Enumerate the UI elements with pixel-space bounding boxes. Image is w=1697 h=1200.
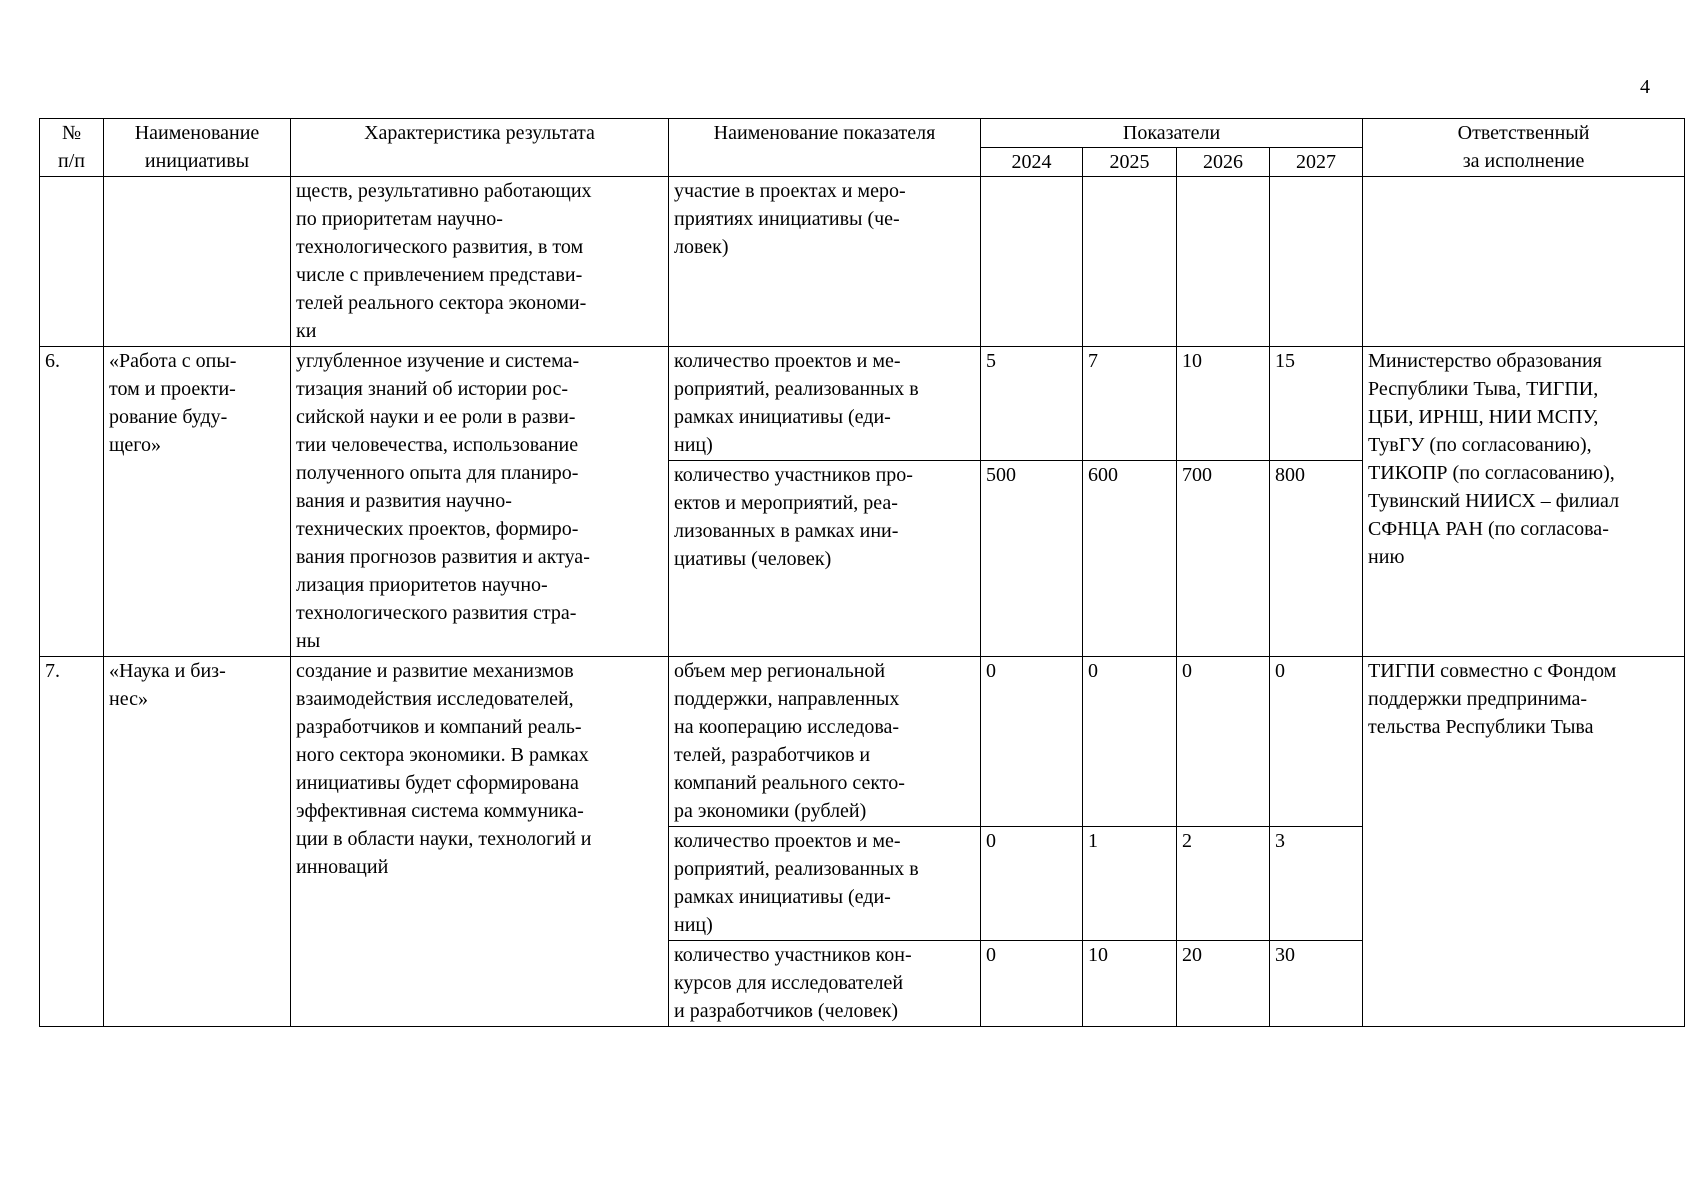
characteristic-cell: ществ, результативно работающих по приоритетам научно- технологического развития, в том числе с привлечением представи- телей реального сектора экономи- ки (291, 177, 669, 347)
value-cell (1177, 177, 1270, 347)
value-cell: 0 (981, 657, 1083, 827)
characteristic-cell: углубленное изучение и система- тизация знаний об истории рос- сийской науки и ее роли в разви- тии человечества, использование полученного опыта для планиро- вания и развития научно- технических проектов, формиро- вания прогнозов развития и актуа- лизация приоритетов научно- технологического развития стра- ны (291, 347, 669, 657)
responsible-cell: ТИГПИ совместно с Фондом поддержки предпринима- тельства Республики Тыва (1363, 657, 1685, 1027)
header-year: 2026 (1177, 148, 1270, 177)
initiatives-table (39, 118, 1685, 1027)
characteristic-cell: создание и развитие механизмов взаимодействия исследователей, разработчиков и компаний реаль- ного сектора экономики. В рамках инициативы будет сформирована эффективная система коммуника- ции в области науки, технологий и инноваций (291, 657, 669, 1027)
value-cell: 2 (1177, 827, 1270, 941)
indicator-cell: количество проектов и ме- роприятий, реализованных в рамках инициативы (еди- ниц) (669, 347, 981, 461)
header-indicator: Наименование показателя (669, 119, 981, 177)
value-cell (1083, 177, 1177, 347)
header-characteristic: Характеристика результата (291, 119, 669, 177)
table-row (40, 347, 1685, 461)
value-cell: 0 (1177, 657, 1270, 827)
value-cell: 10 (1083, 941, 1177, 1027)
value-cell: 1 (1083, 827, 1177, 941)
responsible-cell (1363, 177, 1685, 347)
indicator-cell: количество участников про- ектов и мероприятий, реа- лизованных в рамках ини- циативы (человек) (669, 461, 981, 657)
header-year: 2027 (1270, 148, 1363, 177)
value-cell: 0 (981, 941, 1083, 1027)
initiative-cell: «Работа с опы- том и проекти- рование буду- щего» (104, 347, 291, 657)
responsible-cell: Министерство образования Республики Тыва, ТИГПИ, ЦБИ, ИРНШ, НИИ МСПУ, ТувГУ (по согласованию), ТИКОПР (по согласованию), Тувинский НИИСХ – филиал СФНЦА РАН (по согласова- нию (1363, 347, 1685, 657)
page-number: 4 (1640, 76, 1650, 98)
value-cell: 3 (1270, 827, 1363, 941)
indicator-cell: количество проектов и ме- роприятий, реализованных в рамках инициативы (еди- ниц) (669, 827, 981, 941)
header-indicators-group: Показатели (981, 119, 1363, 148)
value-cell: 20 (1177, 941, 1270, 1027)
value-cell: 15 (1270, 347, 1363, 461)
indicator-cell: участие в проектах и меро- приятиях инициативы (че- ловек) (669, 177, 981, 347)
header-initiative: Наименование инициативы (104, 119, 291, 177)
indicator-cell: количество участников кон- курсов для исследователей и разработчиков (человек) (669, 941, 981, 1027)
value-cell: 0 (1270, 657, 1363, 827)
value-cell: 0 (1083, 657, 1177, 827)
header-responsible: Ответственный за исполнение (1363, 119, 1685, 177)
header-num: № п/п (40, 119, 104, 177)
value-cell: 600 (1083, 461, 1177, 657)
num-cell (40, 177, 104, 347)
num-cell: 7. (40, 657, 104, 1027)
value-cell: 0 (981, 827, 1083, 941)
table-row (40, 657, 1685, 827)
value-cell (981, 177, 1083, 347)
indicator-cell: объем мер региональной поддержки, направленных на кооперацию исследова- телей, разработчиков и компаний реального секто- ра экономики (рублей) (669, 657, 981, 827)
value-cell: 500 (981, 461, 1083, 657)
value-cell: 700 (1177, 461, 1270, 657)
value-cell: 10 (1177, 347, 1270, 461)
value-cell: 30 (1270, 941, 1363, 1027)
header-year: 2024 (981, 148, 1083, 177)
num-cell: 6. (40, 347, 104, 657)
value-cell: 5 (981, 347, 1083, 461)
value-cell (1270, 177, 1363, 347)
initiative-cell (104, 177, 291, 347)
table-row (40, 177, 1685, 347)
value-cell: 800 (1270, 461, 1363, 657)
initiative-cell: «Наука и биз- нес» (104, 657, 291, 1027)
value-cell: 7 (1083, 347, 1177, 461)
header-year: 2025 (1083, 148, 1177, 177)
